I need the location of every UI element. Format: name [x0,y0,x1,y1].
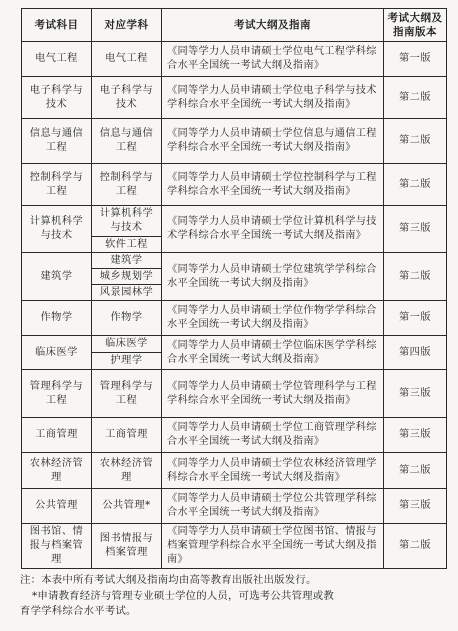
syllabus-guide-cell: 《同等学力人员申请硕士学位图书馆、情报与档案管理学科综合水平全国统一考试大纲及指南》 [162,524,384,569]
exam-subject-cell: 电气工程 [22,42,92,77]
edition-cell: 第三版 [384,370,447,418]
discipline-cell: 软件工程 [92,237,162,253]
exam-subject-cell: 控制科学与工程 [22,164,92,206]
discipline-cell: 农林经济管理 [92,453,162,489]
discipline-cell: 电子科学与技术 [92,77,162,119]
discipline-cell: 图书情报与档案管理 [92,524,162,569]
header-discipline: 对应学科 [92,9,162,42]
discipline-cell: 计算机科学与技术 [92,206,162,237]
exam-subject-cell: 信息与通信工程 [22,119,92,164]
edition-cell: 第一版 [384,42,447,77]
edition-cell: 第二版 [384,119,447,164]
table-row [22,489,447,524]
discipline-cell: 作物学 [92,301,162,336]
exam-subject-cell: 图书馆、情报与档案管理 [22,524,92,569]
table-row [22,77,447,119]
edition-cell: 第四版 [384,336,447,370]
exam-subject-cell: 管理科学与工程 [22,370,92,418]
exam-subject-cell: 工商管理 [22,418,92,453]
syllabus-guide-cell: 《同等学力人员申请硕士学位电子科学与技术学科综合水平全国统一考试大纲及指南》 [162,77,384,119]
exam-subject-cell: 公共管理 [22,489,92,524]
syllabus-guide-cell: 《同等学力人员申请硕士学位信息与通信工程学科综合水平全国统一考试大纲及指南》 [162,119,384,164]
exam-subject-cell: 农林经济管理 [22,453,92,489]
exam-subject-cell: 电子科学与技术 [22,77,92,119]
edition-cell: 第二版 [384,253,447,301]
edition-cell: 第二版 [384,77,447,119]
table-row [22,119,447,164]
edition-cell: 第三版 [384,489,447,524]
syllabus-guide-cell: 《同等学力人员申请硕士学位建筑学学科综合水平全国统一考试大纲及指南》 [162,253,384,301]
edition-cell: 第二版 [384,164,447,206]
table-header-row [22,9,447,42]
edition-cell: 第三版 [384,418,447,453]
discipline-cell: 建筑学 [92,253,162,269]
syllabus-guide-cell: 《同等学力人员申请硕士学位临床医学学科综合水平全国统一考试大纲及指南》 [162,336,384,370]
footnote-publisher: 注：本表中所有考试大纲及指南均由高等教育出版社出版发行。 [20,574,317,586]
footnotes [20,573,448,620]
table-row [22,453,447,489]
discipline-cell: 工商管理 [92,418,162,453]
edition-cell: 第二版 [384,453,447,489]
syllabus-guide-cell: 《同等学力人员申请硕士学位管理科学与工程学科综合水平全国统一考试大纲及指南》 [162,370,384,418]
exam-subject-cell: 计算机科学与技术 [22,206,92,253]
discipline-cell: 护理学 [92,353,162,370]
exam-subject-cell: 建筑学 [22,253,92,301]
exam-subject-cell: 临床医学 [22,336,92,370]
table-row [22,524,447,569]
discipline-cell: 信息与通信工程 [92,119,162,164]
table-row [22,418,447,453]
table-row [22,336,447,353]
footnote-asterisk-continued: 育学学科综合水平考试。 [20,605,137,617]
syllabus-guide-cell: 《同等学力人员申请硕士学位控制科学与工程学科综合水平全国统一考试大纲及指南》 [162,164,384,206]
syllabus-guide-cell: 《同等学力人员申请硕士学位电气工程学科综合水平全国统一考试大纲及指南》 [162,42,384,77]
syllabus-guide-cell: 《同等学力人员申请硕士学位公共管理学科综合水平全国统一考试大纲及指南》 [162,489,384,524]
exam-syllabus-table [21,8,447,569]
table-row [22,370,447,418]
edition-cell: 第二版 [384,524,447,569]
syllabus-guide-cell: 《同等学力人员申请硕士学位作物学学科综合水平全国统一考试大纲及指南》 [162,301,384,336]
syllabus-guide-cell: 《同等学力人员申请硕士学位农林经济管理学科综合水平全国统一考试大纲及指南》 [162,453,384,489]
table-row [22,301,447,336]
table-row [22,164,447,206]
table-row [22,42,447,77]
table-row [22,206,447,237]
discipline-cell: 管理科学与工程 [92,370,162,418]
discipline-cell: 控制科学与工程 [92,164,162,206]
table-row [22,253,447,269]
header-syllabus-guide: 考试大纲及指南 [162,9,384,42]
syllabus-guide-cell: 《同等学力人员申请硕士学位工商管理学科综合水平全国统一考试大纲及指南》 [162,418,384,453]
edition-cell: 第一版 [384,301,447,336]
syllabus-guide-cell: 《同等学力人员申请硕士学位计算机科学与技术学科综合水平全国统一考试大纲及指南》 [162,206,384,253]
discipline-cell: 城乡规划学 [92,269,162,285]
edition-cell: 第三版 [384,206,447,253]
header-edition: 考试大纲及指南版本 [384,9,447,42]
discipline-cell: 电气工程 [92,42,162,77]
discipline-cell: 临床医学 [92,336,162,353]
discipline-cell: 风景园林学 [92,285,162,301]
discipline-cell: 公共管理* [92,489,162,524]
header-exam-subject: 考试科目 [22,9,92,42]
exam-subject-cell: 作物学 [22,301,92,336]
footnote-asterisk: *申请教育经济与管理专业硕士学位的人员，可选考公共管理或教 [32,589,334,602]
